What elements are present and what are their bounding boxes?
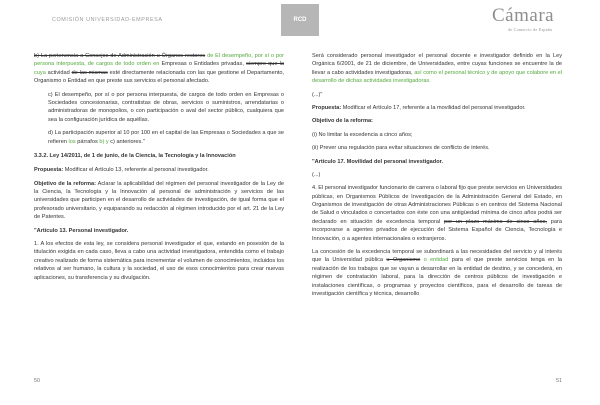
inserted-text: los [68, 138, 76, 145]
body-text: para incorporarse a agentes privados de ejecución del Sistema Español de Ciencia, Tecnología e Innovación, o a agentes internacionales o extranjeros. [312, 218, 562, 242]
header-title: COMISIÓN UNIVERSIDAD-EMPRESA [52, 17, 163, 23]
right-paragraph-concession [312, 248, 562, 298]
left-page [34, 52, 284, 287]
article-heading: "Artículo 17. Movilidad del personal investigador. [312, 158, 444, 165]
ellipsis: (...) [312, 171, 321, 178]
camara-logo-subtitle: de Comercio de España [508, 27, 553, 32]
label: Objetivo de la reforma: [34, 180, 96, 187]
objective-item-2: (ii) Prever una regulación para evitar situaciones de conflicto de interés. [312, 145, 490, 152]
body-text: Empresas o Entidades privadas, [161, 61, 244, 68]
label: Propuesta: [34, 167, 64, 174]
inserted-text: o entidad [423, 257, 449, 264]
objective-item-1: (i) No limitar la excedencia a cinco años; [312, 131, 413, 138]
left-paragraph-c: c) El desempeño, por sí o por persona interpuesta, de cargos de todo orden en Empresas o Sociedades concesionarias, contratistas de obras, servicios o suministros, arrendatarias o administradoras de monopolios, o con participación o aval del sector público, cualquiera que sea la configuración jurídica de aquéllas. [48, 91, 284, 123]
ellipsis: (...)" [312, 91, 323, 98]
label: Propuesta: [312, 104, 342, 111]
body-text: Modificar el Artículo 17, referente a la movilidad del personal investigador. [341, 104, 526, 111]
left-objective [34, 180, 284, 222]
camara-logo-name: Cámara [492, 5, 555, 26]
left-paragraph-1: 1. A los efectos de esta ley, se considera personal investigador el que, estando en posesión de la titulación exigida en cada caso, lleva a cabo una actividad investigadora, entendida como el trabajo creativo realizado de forma sistemática para incrementar el volumen de conocimientos, incluidos los relativos al ser humano, la cultura y la sociedad, el uso de esos conocimientos para crear nuevas aplicaciones, su transferencia y su divulgación. [34, 241, 284, 281]
page-number-right: 51 [556, 378, 562, 384]
body-text: Aclarar la aplicabilidad del régimen del personal investigador de la Ley de la Ciencia, la Tecnología y la Innovación al personal de administración y servicios de las universidades que participen en el desarrollo de actividades de investigación, de igual forma que el profesorado universitario, y equiparando su redacción al régimen introducido por el art. 21 de la Ley de Patentes. [34, 180, 284, 221]
struck-text: por un plazo máximo de cinco años, [443, 218, 547, 225]
page-number-left: 50 [34, 378, 40, 384]
right-page [312, 52, 562, 303]
body-text: para el que preste servicios tenga en la realización de los trabajos que se vayan a desarrollar en la entidad de destino, y se concederá, en régimen de contratación laboral, para la dirección de centros públicos de investigación e instalaciones científicas, o programas y proyectos científicos, para el desarrollo de tareas de investigación científica y técnica, desarrollo [312, 257, 562, 297]
right-proposal [312, 104, 562, 112]
body-text: actividad [47, 69, 70, 76]
inserted-text: de El desempeño, por sí o por persona interpuesta, de cargos de todo orden en [34, 53, 284, 68]
body-text: Modificar el Artículo 13, referente al personal investigador. [63, 167, 209, 174]
struck-text: siempre que la [246, 61, 285, 68]
article-heading: "Artículo 13. Personal investigador. [34, 227, 129, 234]
left-paragraph-b [34, 52, 284, 86]
body-text: Será considerado personal investigador el personal docente e investigador definido en la Ley Orgánica 6/2001, de 21 de diciembre, de Universidades, entre cuyas funciones se encuentre la de llevar a cabo actividades investigadoras, [312, 53, 562, 76]
body-text: 4. El personal investigador funcionario de carrera o laboral fijo que preste servicios en Universidades públicas, en Organismos Públicos de Investigación de la Administración General del Estado, en Organismos de investigación de otras Administraciones Públicas o en centros del Sistema Nacional de Salud o vinculados o concertados con éste con una antigüedad mínima de cinco años podrá ser declarado en situación de excedencia temporal [312, 185, 562, 225]
inserted-text: cuya [34, 69, 46, 76]
right-objective-label: Objetivo de la reforma: [312, 118, 373, 125]
left-proposal [34, 166, 284, 174]
section-heading: 3.3.2. Ley 14/2011, de 1 de junio, de la Ciencia, la Tecnología y la Innovación [34, 152, 236, 159]
inserted-text: b) y [99, 138, 109, 145]
camara-logo [492, 7, 564, 35]
right-paragraph-1 [312, 52, 562, 86]
body-text: c) anteriores." [110, 138, 145, 145]
right-paragraph-4 [312, 184, 562, 243]
struck-text: u Organismo [386, 257, 421, 264]
struck-text: b) La pertenencia a Consejos de Administración u Órganos rectores [34, 53, 206, 59]
body-text: esté directamente relacionada con las que gestione el Departamento, Organismo o Entidad en que preste sus servicios el personal afectado. [34, 69, 285, 85]
left-paragraph-d [48, 129, 284, 146]
struck-text: de las mismas [71, 69, 108, 76]
body-text: párrafos [77, 138, 98, 145]
inserted-text: así como el personal técnico y de apoyo que colabore en el desarrollo de dichas actividades investigadoras. [312, 69, 562, 85]
body-text: La concesión de la excedencia temporal se subordinará a las necesidades del servicio y al interés que la Universidad pública [312, 249, 562, 264]
body-text: d) La participación superior al 10 por 100 en el capital de las Empresas o Sociedades a que se refieren [48, 130, 284, 145]
rcd-logo: RCD [281, 4, 319, 36]
